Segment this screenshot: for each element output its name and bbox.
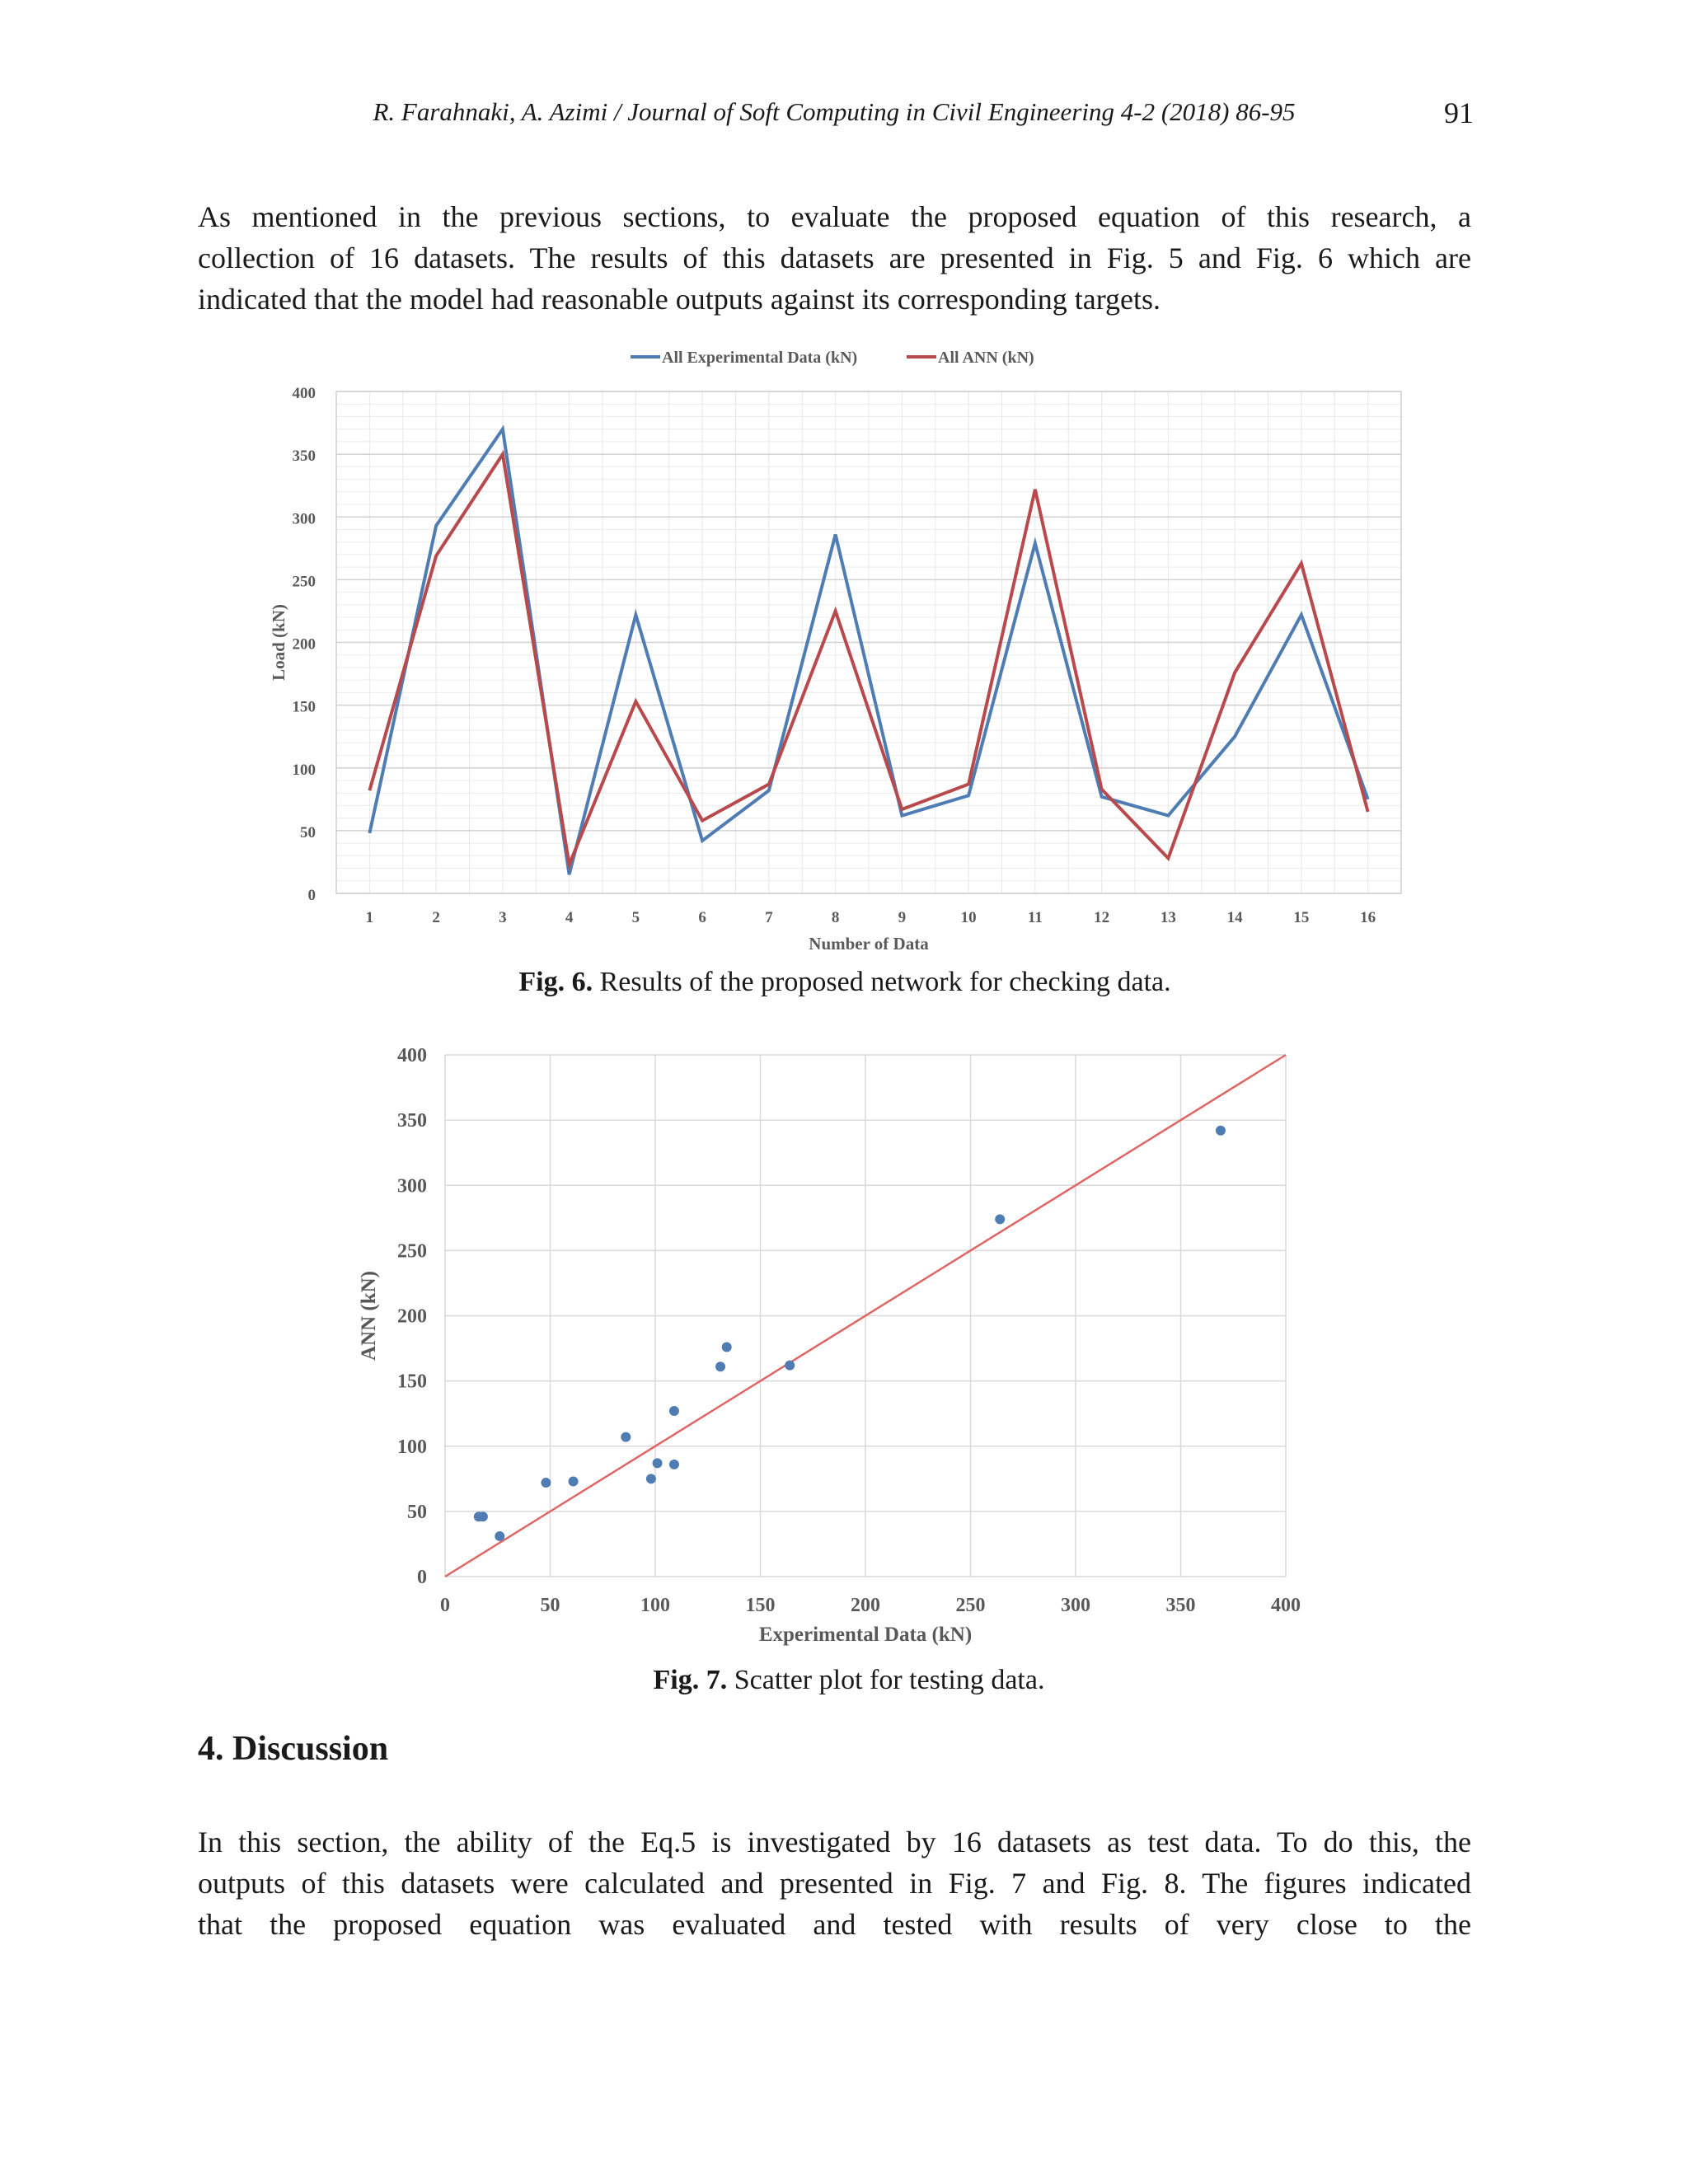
x-tick-label: 15 [1293,909,1310,926]
paragraph-line: collection of 16 datasets. The results of this datasets are presented in Fig. 5 and Fig. 6 which are [198,241,1471,274]
figure-7-label: Fig. 7. [653,1665,728,1695]
x-tick-label: 8 [831,909,840,926]
figure-7-caption-text: Scatter plot for testing data. [727,1665,1045,1695]
y-tick-label: 350 [397,1110,427,1132]
x-axis-label: Experimental Data (kN) [758,1624,973,1646]
scatter-point [722,1342,732,1352]
y-tick-label: 400 [397,1045,427,1066]
scatter-point [653,1458,663,1468]
x-tick-label: 100 [640,1595,670,1616]
x-tick-label: 200 [851,1595,880,1616]
scatter-point [995,1214,1005,1224]
scatter-point [715,1361,725,1371]
y-tick-label: 100 [292,761,316,779]
section-heading: 4. Discussion [198,1730,389,1768]
x-tick-label: 350 [1165,1595,1196,1616]
y-tick-label: 0 [417,1567,427,1588]
x-tick-label: 1 [365,909,374,926]
y-tick-label: 300 [397,1175,427,1197]
y-tick-label: 250 [397,1240,427,1263]
scatter-point [1216,1126,1226,1136]
x-tick-label: 5 [631,909,640,926]
x-tick-label: 150 [745,1595,776,1616]
y-axis-label: ANN (kN) [358,1270,380,1361]
running-header: R. Farahnaki, A. Azimi / Journal of Soft Computing in Civil Engineering 4-2 (2018) 86-95 [373,97,1296,126]
y-tick-label: 0 [307,887,316,904]
x-tick-label: 14 [1226,909,1243,926]
x-tick-label: 12 [1094,909,1110,926]
scatter-point [495,1531,504,1541]
y-tick-label: 400 [292,385,316,402]
scatter-point [785,1361,795,1371]
x-axis-label: Number of Data [809,934,929,954]
x-tick-label: 16 [1360,909,1376,926]
paragraph-discussion [198,1821,1471,1945]
y-tick-label: 200 [292,635,316,654]
x-tick-label: 50 [540,1595,560,1616]
x-tick-label: 10 [960,909,977,926]
x-tick-label: 2 [432,909,440,926]
paragraph-line: In this section, the ability of the Eq.5 is investigated by 16 datasets as test data. To do this, the [198,1825,1471,1858]
y-tick-label: 50 [300,823,316,841]
legend-entry: All ANN (kN) [938,349,1034,367]
y-axis-label: Load (kN) [269,604,288,681]
figure-6-caption-text: Results of the proposed network for checking data. [593,967,1171,997]
page-number: 91 [1444,96,1474,129]
x-tick-label: 9 [898,909,907,926]
scatter-point [478,1511,488,1521]
y-tick-label: 200 [397,1305,427,1328]
scatter-point [669,1460,679,1469]
y-tick-label: 150 [397,1371,427,1393]
figure-6-label: Fig. 6. [518,967,593,997]
x-tick-label: 4 [565,909,574,926]
x-tick-label: 13 [1160,909,1176,926]
scatter-point [569,1476,579,1486]
paragraph-line: indicated that the model had reasonable outputs against its corresponding targets. [198,283,1161,316]
scatter-point [669,1406,679,1416]
x-tick-label: 6 [698,909,706,926]
y-tick-label: 250 [292,573,316,591]
x-tick-label: 300 [1061,1595,1090,1616]
paragraph-line: As mentioned in the previous sections, to evaluate the proposed equation of this research, a [198,200,1471,233]
x-tick-label: 7 [765,909,773,926]
figure-7-caption [495,1665,1203,1696]
y-tick-label: 100 [397,1436,427,1458]
y-tick-label: 150 [292,698,316,716]
scatter-point [621,1432,631,1442]
legend-entry: All Experimental Data (kN) [662,349,858,367]
x-tick-label: 11 [1027,909,1043,926]
scatter-point [541,1478,551,1488]
paragraph-line: that the proposed equation was evaluated and tested with results of very close to the [198,1908,1471,1941]
y-tick-label: 350 [292,448,316,466]
scatter-point [646,1474,656,1483]
y-tick-label: 50 [407,1501,427,1523]
y-tick-label: 300 [292,510,316,528]
x-tick-label: 400 [1271,1595,1301,1616]
x-tick-label: 0 [440,1595,450,1616]
figure-6-caption [330,967,1360,998]
x-tick-label: 250 [955,1595,986,1616]
paragraph-line: outputs of this datasets were calculated and presented in Fig. 7 and Fig. 8. The figures indicated [198,1867,1471,1900]
x-tick-label: 3 [499,909,507,926]
